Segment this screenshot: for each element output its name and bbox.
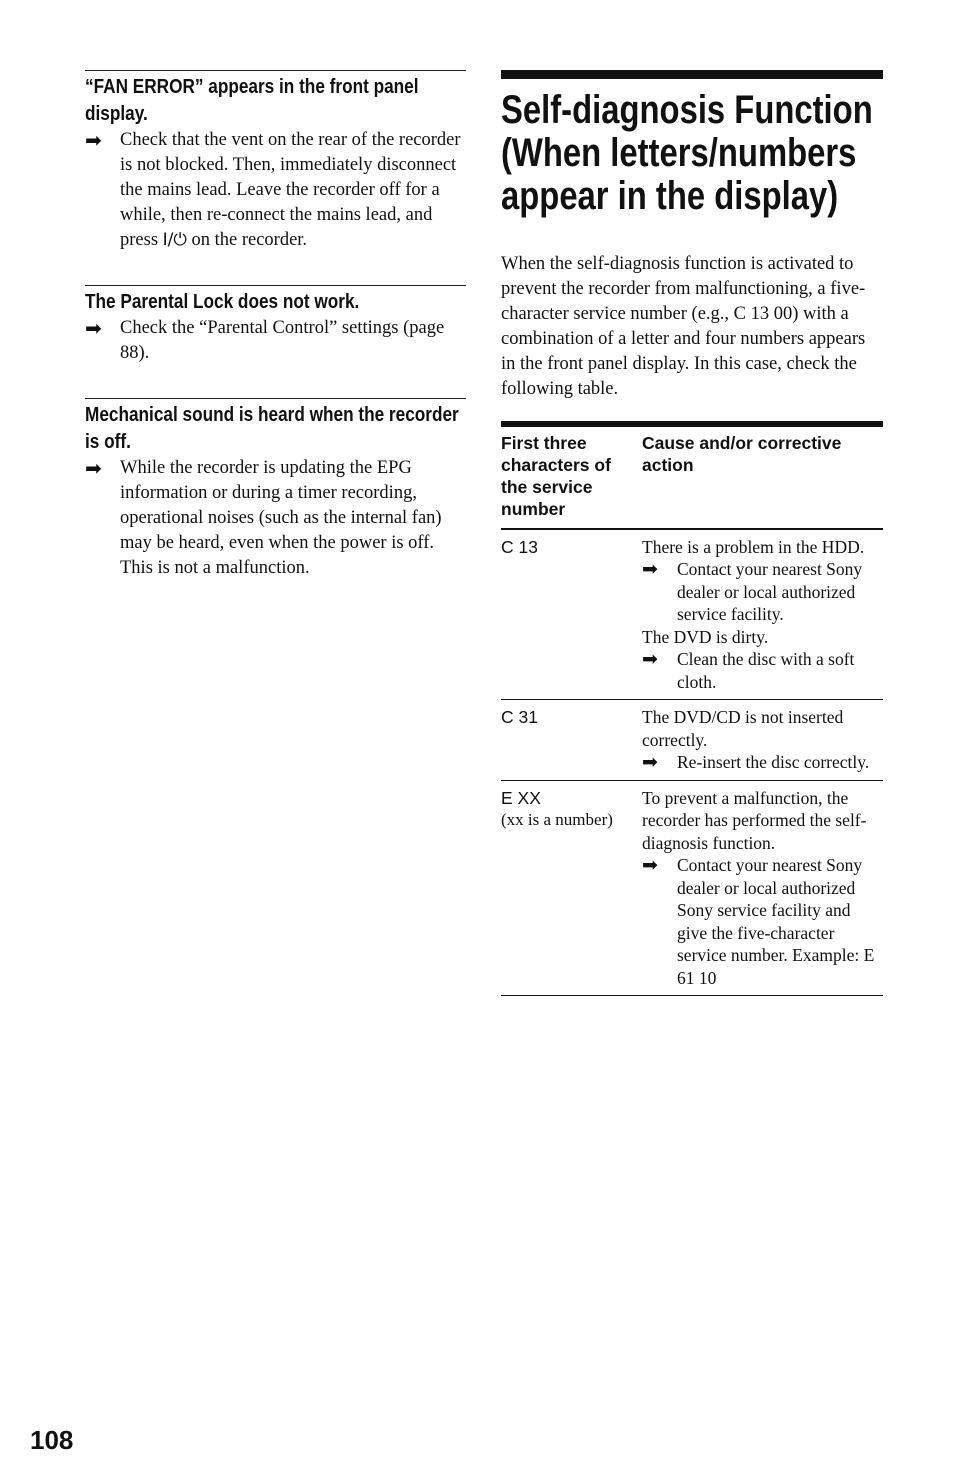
arrow-icon: ➡ bbox=[642, 558, 658, 580]
remedy-text: Check the “Parental Control” settings (page 88). bbox=[120, 318, 445, 363]
service-code-cell bbox=[501, 780, 642, 996]
column-header-code: First three characters of the service number bbox=[501, 424, 642, 529]
fan-error-section bbox=[85, 70, 466, 253]
corrective-action bbox=[642, 854, 883, 989]
arrow-icon: ➡ bbox=[642, 854, 658, 876]
troubleshooting-column bbox=[85, 70, 466, 613]
self-diagnosis-column bbox=[501, 70, 883, 996]
cause-cell bbox=[642, 780, 883, 996]
service-code: C 13 bbox=[501, 536, 538, 557]
corrective-action-text: Clean the disc with a soft cloth. bbox=[677, 649, 855, 692]
service-code-note: (xx is a number) bbox=[501, 810, 613, 829]
remedy-item bbox=[85, 128, 466, 253]
cause-text: The DVD/CD is not inserted correctly. bbox=[642, 707, 844, 750]
table-body bbox=[501, 529, 883, 996]
cause-text: The DVD is dirty. bbox=[642, 626, 769, 647]
corrective-action-text: Contact your nearest Sony dealer or local authorized service facility. bbox=[677, 559, 863, 624]
table-row bbox=[501, 529, 883, 700]
page-number: 108 bbox=[30, 1425, 74, 1455]
arrow-icon: ➡ bbox=[642, 648, 658, 670]
remedy-item bbox=[85, 456, 466, 581]
service-code: E XX bbox=[501, 787, 541, 808]
remedy-item bbox=[85, 316, 466, 366]
arrow-icon: ➡ bbox=[642, 751, 658, 773]
cause-text: To prevent a malfunction, the recorder has performed the self-diagnosis function. bbox=[642, 787, 867, 853]
power-icon: I/⏻ bbox=[162, 230, 187, 250]
arrow-icon: ➡ bbox=[85, 128, 102, 152]
corrective-action-text: Contact your nearest Sony dealer or local authorized Sony service facility and give the five-character service number. Example: E 61 10 bbox=[677, 855, 875, 988]
table-row bbox=[501, 700, 883, 781]
corrective-action bbox=[642, 648, 883, 693]
column-header-cause: Cause and/or corrective action bbox=[642, 424, 883, 529]
remedy-text: While the recorder is updating the EPG information or during a timer recording, operational noises (such as the internal fan) may be heard, even when the power is off. This is not a malfunction. bbox=[120, 458, 442, 578]
cause-cell bbox=[642, 529, 883, 700]
service-code-cell bbox=[501, 529, 642, 700]
table-row bbox=[501, 780, 883, 996]
mechanical-sound-section bbox=[85, 398, 466, 581]
intro-paragraph: When the self-diagnosis function is activated to prevent the recorder from malfunctioning, a five-character service number (e.g., C 13 00) with a combination of a letter and four numbers appears in the front panel display. In this case, check the following table. bbox=[501, 254, 866, 399]
service-code: C 31 bbox=[501, 707, 538, 727]
service-number-table bbox=[501, 421, 883, 997]
section-heading: Mechanical sound is heard when the recorder is off. bbox=[85, 404, 459, 453]
arrow-icon: ➡ bbox=[85, 456, 102, 480]
remedy-text: Check that the vent on the rear of the recorder is not blocked. Then, immediately disconnect the mains lead. Leave the recorder off for a while, then re-connect the mains lead, and press I/⏻ on the recorder. bbox=[120, 130, 461, 250]
section-heading: The Parental Lock does not work. bbox=[85, 291, 360, 313]
cause-text: There is a problem in the HDD. bbox=[642, 536, 865, 557]
title-rule bbox=[501, 70, 883, 79]
corrective-action bbox=[642, 751, 883, 774]
section-heading: “FAN ERROR” appears in the front panel display. bbox=[85, 76, 419, 125]
service-code-cell bbox=[501, 700, 642, 781]
arrow-icon: ➡ bbox=[85, 316, 102, 340]
table-header-row bbox=[501, 424, 883, 529]
cause-cell bbox=[642, 700, 883, 781]
parental-lock-section bbox=[85, 285, 466, 366]
corrective-action-text: Re-insert the disc correctly. bbox=[677, 752, 870, 772]
corrective-action bbox=[642, 558, 883, 626]
page-title: Self-diagnosis Function (When letters/numbers appear in the display) bbox=[501, 88, 873, 218]
